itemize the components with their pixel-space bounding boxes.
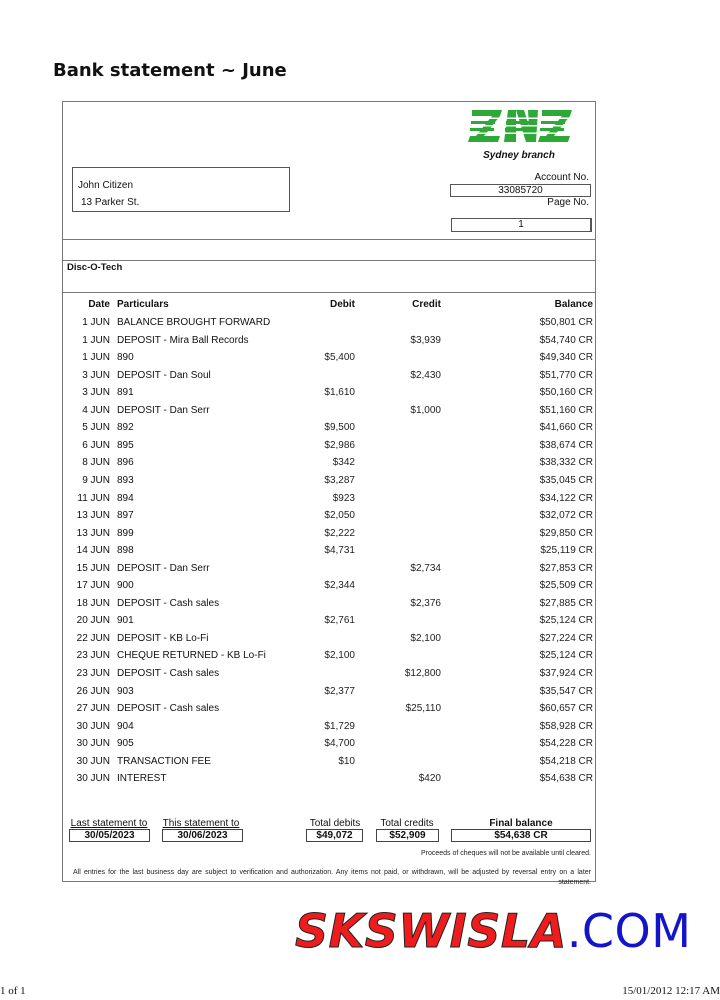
total-debits-label: Total debits xyxy=(309,818,361,829)
divider xyxy=(63,260,595,261)
row-debit: $2,761 xyxy=(324,615,355,627)
page-number-label: Page No. xyxy=(547,197,589,208)
row-balance: $25,119 CR xyxy=(540,545,593,557)
row-particulars: INTEREST xyxy=(117,773,167,785)
row-particulars: 894 xyxy=(117,492,134,504)
table-row xyxy=(63,544,597,558)
row-particulars: 891 xyxy=(117,387,134,399)
row-particulars: 900 xyxy=(117,580,134,592)
row-balance: $50,160 CR xyxy=(539,387,593,399)
table-row xyxy=(63,755,597,769)
row-date: 22 JUN xyxy=(76,632,110,644)
table-row xyxy=(63,632,597,646)
row-date: 3 JUN xyxy=(82,369,110,381)
row-balance: $54,638 CR xyxy=(539,773,593,785)
row-particulars: 905 xyxy=(117,738,134,750)
row-date: 17 JUN xyxy=(76,580,110,592)
row-balance: $25,509 CR xyxy=(539,580,593,592)
row-particulars: DEPOSIT - Dan Serr xyxy=(117,404,210,416)
page-count: 1 of 1 xyxy=(0,985,26,997)
row-balance: $34,122 CR xyxy=(539,492,593,504)
row-credit: $2,430 xyxy=(410,369,441,381)
row-particulars: 895 xyxy=(117,439,134,451)
row-debit: $4,700 xyxy=(324,738,355,750)
row-particulars: DEPOSIT - Cash sales xyxy=(117,668,220,679)
row-balance: $50,801 CR xyxy=(539,317,593,328)
table-row xyxy=(63,614,597,628)
row-date: 30 JUN xyxy=(76,773,110,785)
row-credit: $3,939 xyxy=(410,334,441,346)
row-date: 1 JUN xyxy=(82,352,110,364)
account-number-label: Account No. xyxy=(534,172,589,183)
header-balance: Balance xyxy=(554,299,593,310)
row-particulars: 904 xyxy=(117,720,134,732)
table-row xyxy=(63,649,597,663)
row-balance: $35,045 CR xyxy=(539,474,593,486)
row-credit: $1,000 xyxy=(410,404,441,416)
row-particulars: 901 xyxy=(117,615,134,627)
page-number-field: 1 xyxy=(451,218,592,232)
row-particulars: 890 xyxy=(117,352,134,364)
row-debit: $2,100 xyxy=(324,650,355,662)
row-debit: $1,729 xyxy=(324,720,355,732)
row-credit: $420 xyxy=(418,773,441,785)
print-timestamp: 15/01/2012 12:17 AM xyxy=(622,985,720,997)
table-row xyxy=(63,509,597,523)
table-row xyxy=(63,421,597,435)
cheques-note: Proceeds of cheques will not be available until cleared. xyxy=(420,850,591,857)
row-date: 1 JUN xyxy=(82,317,110,328)
row-balance: $25,124 CR xyxy=(539,615,593,627)
row-date: 13 JUN xyxy=(76,510,110,522)
header-credit: Credit xyxy=(412,299,441,310)
row-balance: $27,885 CR xyxy=(539,597,593,609)
row-debit: $3,287 xyxy=(324,474,355,486)
row-balance: $60,657 CR xyxy=(539,703,593,715)
table-row xyxy=(63,351,597,365)
total-debits-value: $49,072 xyxy=(306,829,363,842)
row-particulars: CHEQUE RETURNED - KB Lo-Fi xyxy=(117,650,266,662)
table-row xyxy=(63,386,597,400)
row-balance: $41,660 CR xyxy=(539,422,593,434)
customer-name: John Citizen xyxy=(78,180,134,191)
row-date: 3 JUN xyxy=(82,387,110,399)
table-row xyxy=(63,737,597,751)
row-balance: $37,924 CR xyxy=(539,668,593,679)
row-particulars: DEPOSIT - Dan Soul xyxy=(117,369,211,381)
last-statement-label: Last statement to xyxy=(70,818,148,829)
row-date: 18 JUN xyxy=(76,597,110,609)
header-debit: Debit xyxy=(330,299,355,310)
table-row xyxy=(63,527,597,541)
row-particulars: DEPOSIT - Cash sales xyxy=(117,703,220,715)
table-row xyxy=(63,334,597,348)
row-debit: $2,377 xyxy=(324,685,355,697)
row-balance: $32,072 CR xyxy=(539,510,593,522)
row-balance: $58,928 CR xyxy=(539,720,593,732)
table-row xyxy=(63,685,597,699)
total-credits-label: Total credits xyxy=(380,818,434,829)
row-credit: $12,800 xyxy=(404,668,441,679)
final-balance-label: Final balance xyxy=(489,818,553,829)
watermark-blue-text: .COM xyxy=(566,904,692,958)
address-box xyxy=(72,167,290,212)
header-particulars: Particulars xyxy=(117,299,169,310)
row-particulars: BALANCE BROUGHT FORWARD xyxy=(117,317,271,328)
row-date: 8 JUN xyxy=(82,457,110,469)
table-row xyxy=(63,316,597,330)
watermark xyxy=(295,903,691,959)
row-credit: $2,100 xyxy=(410,632,441,644)
row-date: 15 JUN xyxy=(76,562,110,574)
row-date: 4 JUN xyxy=(82,404,110,416)
row-debit: $4,731 xyxy=(324,545,355,557)
row-particulars: 898 xyxy=(117,545,134,557)
table-row xyxy=(63,492,597,506)
row-date: 14 JUN xyxy=(76,545,110,557)
table-row xyxy=(63,597,597,611)
row-debit: $9,500 xyxy=(324,422,355,434)
row-date: 9 JUN xyxy=(82,474,110,486)
row-particulars: 896 xyxy=(117,457,134,469)
row-date: 1 JUN xyxy=(82,334,110,346)
this-statement-value: 30/06/2023 xyxy=(162,829,243,842)
row-debit: $2,344 xyxy=(324,580,355,592)
table-row xyxy=(63,404,597,418)
row-debit: $2,222 xyxy=(324,527,355,539)
row-particulars: DEPOSIT - KB Lo-Fi xyxy=(117,632,209,644)
row-particulars: 899 xyxy=(117,527,134,539)
row-balance: $54,218 CR xyxy=(539,755,593,767)
row-balance: $27,853 CR xyxy=(539,562,593,574)
row-particulars: TRANSACTION FEE xyxy=(117,755,211,767)
entries-note: All entries for the last business day are subject to verification and authorization. Any items not paid, or withdrawn, will be adjusted by reversal entry on a later statement. xyxy=(73,869,591,886)
branch-name: Sydney branch xyxy=(483,150,555,161)
table-row xyxy=(63,369,597,383)
table-row xyxy=(63,720,597,734)
watermark-red-text: SKSWISLA xyxy=(295,904,567,958)
customer-street: 13 Parker St. xyxy=(81,197,140,208)
last-statement-value: 30/05/2023 xyxy=(69,829,150,842)
row-balance: $35,547 CR xyxy=(539,685,593,697)
row-balance: $54,740 CR xyxy=(539,334,593,346)
row-debit: $1,610 xyxy=(324,387,355,399)
row-date: 6 JUN xyxy=(82,439,110,451)
row-date: 30 JUN xyxy=(76,738,110,750)
row-particulars: DEPOSIT - Dan Serr xyxy=(117,562,210,574)
divider xyxy=(63,239,595,240)
row-balance: $51,160 CR xyxy=(539,404,593,416)
row-date: 11 JUN xyxy=(77,492,110,504)
row-debit: $5,400 xyxy=(324,352,355,364)
row-particulars: DEPOSIT - Cash sales xyxy=(117,597,220,609)
statement-form xyxy=(62,101,596,886)
page-title: Bank statement ~ June xyxy=(53,60,287,81)
row-debit: $2,986 xyxy=(324,439,355,451)
table-row xyxy=(63,667,597,681)
row-credit: $25,110 xyxy=(405,703,441,715)
row-date: 30 JUN xyxy=(76,755,110,767)
row-date: 23 JUN xyxy=(76,668,110,679)
table-row xyxy=(63,456,597,470)
row-balance: $51,770 CR xyxy=(539,369,593,381)
table-row xyxy=(63,439,597,453)
row-debit: $923 xyxy=(332,492,355,504)
total-credits-value: $52,909 xyxy=(376,829,439,842)
row-date: 26 JUN xyxy=(76,685,110,697)
row-credit: $2,376 xyxy=(410,597,441,609)
row-balance: $27,224 CR xyxy=(539,632,593,644)
divider xyxy=(63,292,595,293)
row-date: 5 JUN xyxy=(82,422,110,434)
bank-logo-icon xyxy=(468,108,573,144)
row-debit: $2,050 xyxy=(324,510,355,522)
row-particulars: 893 xyxy=(117,474,134,486)
table-row xyxy=(63,579,597,593)
row-date: 30 JUN xyxy=(76,720,110,732)
row-particulars: 897 xyxy=(117,510,134,522)
row-balance: $38,332 CR xyxy=(539,457,593,469)
header-date: Date xyxy=(88,299,110,310)
row-balance: $49,340 CR xyxy=(539,352,593,364)
table-row xyxy=(63,702,597,716)
row-balance: $38,674 CR xyxy=(539,439,593,451)
table-row xyxy=(63,474,597,488)
row-credit: $2,734 xyxy=(410,562,441,574)
account-number-field: 33085720 xyxy=(450,184,591,197)
row-date: 13 JUN xyxy=(76,527,110,539)
row-debit: $342 xyxy=(332,457,355,469)
row-date: 23 JUN xyxy=(76,650,110,662)
this-statement-label: This statement to xyxy=(162,818,240,829)
final-balance-value: $54,638 CR xyxy=(451,829,591,842)
row-particulars: DEPOSIT - Mira Ball Records xyxy=(117,334,249,346)
row-particulars: 892 xyxy=(117,422,134,434)
row-balance: $29,850 CR xyxy=(539,527,593,539)
row-balance: $54,228 CR xyxy=(539,738,593,750)
row-debit: $10 xyxy=(338,755,355,767)
company-name: Disc-O-Tech xyxy=(67,262,123,273)
row-date: 20 JUN xyxy=(76,615,110,627)
row-balance: $25,124 CR xyxy=(539,650,593,662)
table-header xyxy=(63,298,597,312)
row-particulars: 903 xyxy=(117,685,134,697)
table-row xyxy=(63,772,597,786)
table-row xyxy=(63,562,597,576)
row-date: 27 JUN xyxy=(76,703,110,715)
